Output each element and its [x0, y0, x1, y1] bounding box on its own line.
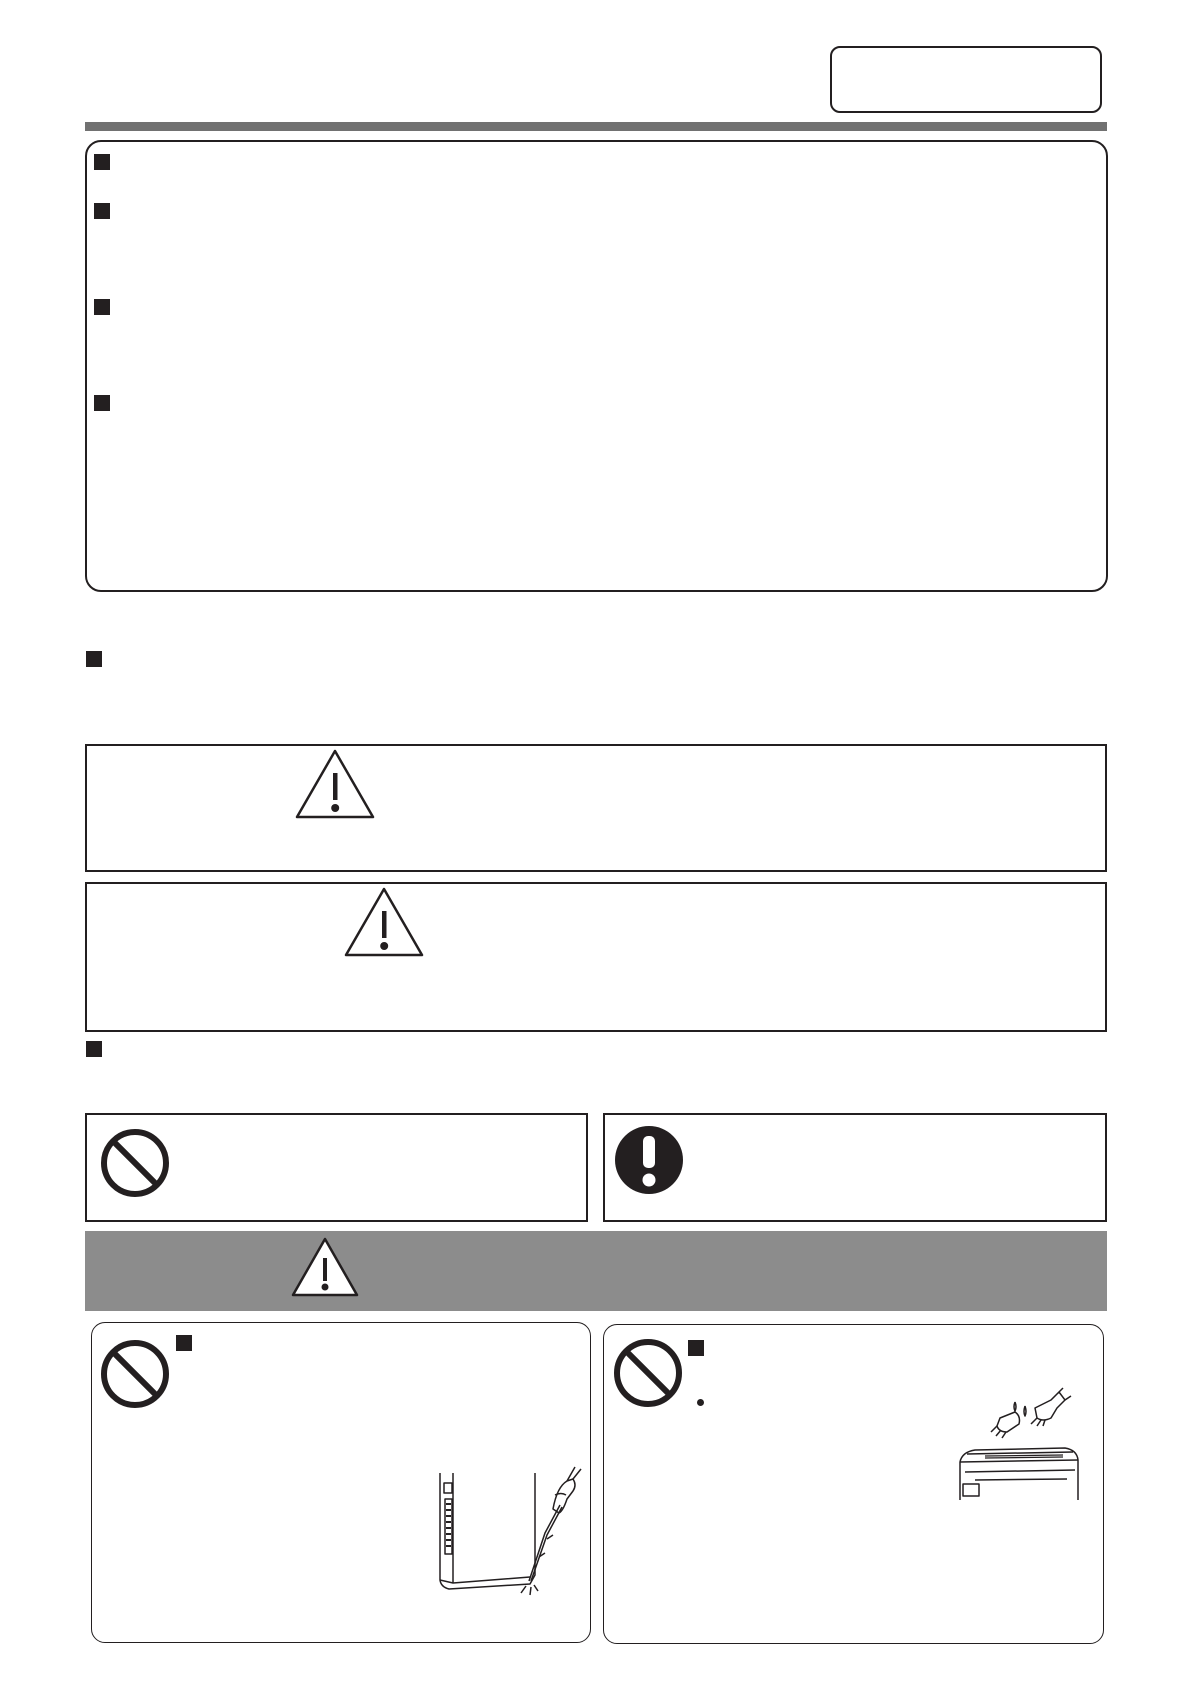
warning-triangle-icon: [290, 1236, 360, 1298]
square-bullet-safety: [86, 651, 102, 667]
prohibited-icon: [99, 1338, 171, 1410]
caution-definition-box: [85, 882, 1107, 1032]
square-bullet-panel-left: [176, 1335, 192, 1351]
square-bullet-symbols: [86, 1041, 102, 1057]
square-bullet-1: [94, 154, 110, 170]
wet-hands-touching-unit-illustration: [955, 1380, 1095, 1502]
caution-triangle-icon: [343, 886, 425, 958]
warning-definition-box: [85, 744, 1107, 872]
power-cord-pulled-from-unit-illustration: [435, 1465, 585, 1600]
mandatory-action-icon: [613, 1124, 685, 1196]
model-tag-box: [830, 46, 1102, 113]
square-bullet-3: [94, 299, 110, 315]
warning-triangle-icon: [294, 748, 376, 820]
bullet-dot: [697, 1399, 704, 1406]
square-bullet-2: [94, 203, 110, 219]
info-frame: [85, 140, 1108, 592]
header-rule: [85, 122, 1107, 131]
square-bullet-4: [94, 395, 110, 411]
prohibited-icon: [612, 1337, 684, 1409]
square-bullet-panel-right: [688, 1340, 704, 1356]
warning-bar: [85, 1231, 1107, 1311]
prohibited-icon: [99, 1127, 171, 1199]
